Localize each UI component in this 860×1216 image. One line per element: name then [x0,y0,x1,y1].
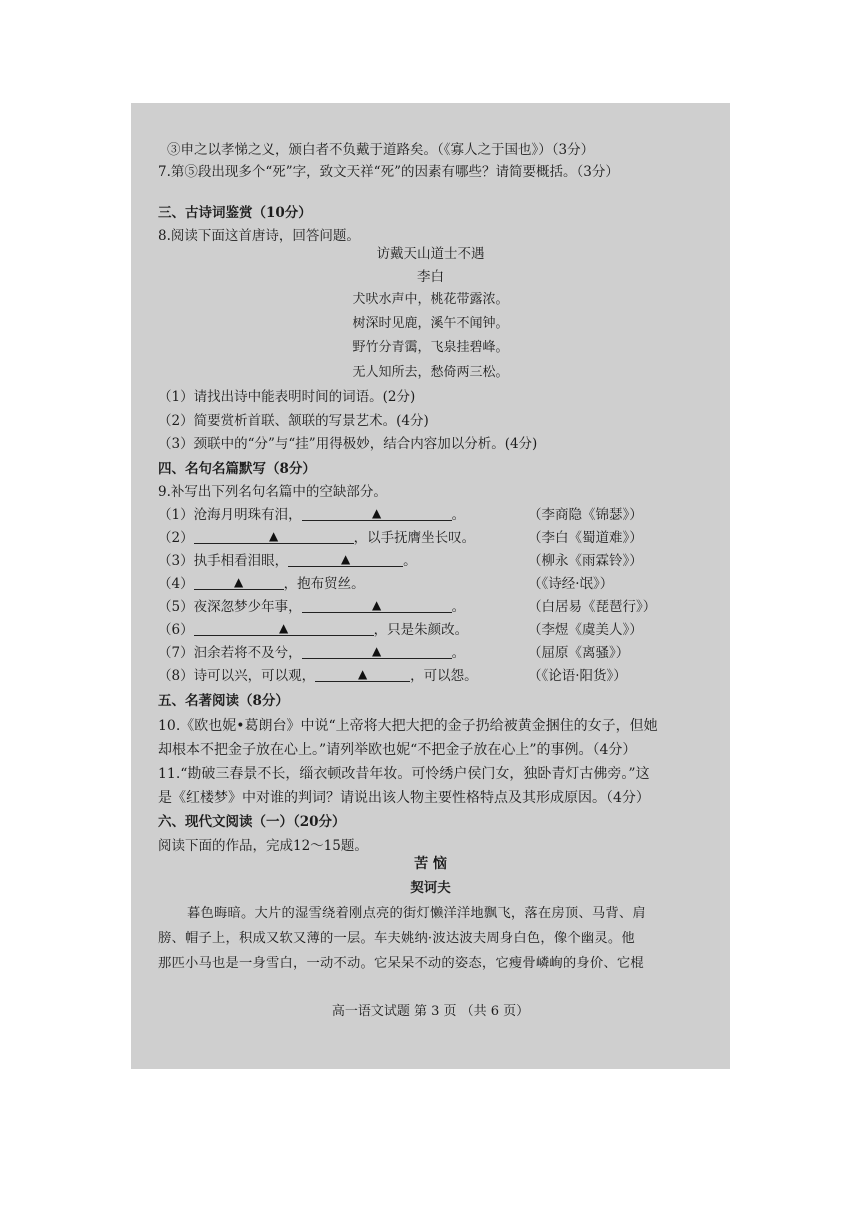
question-8-part-2: （2）简要赏析首联、颔联的写景艺术。(4分) [158,413,429,429]
poem-line: 犬吠水声中，桃花带露浓。 [352,292,509,307]
section-5-title: 五、名著阅读（8分） [158,693,289,709]
question-9-stem: 9.补写出下列名句名篇中的空缺部分。 [158,484,387,500]
exam-page [131,103,730,1069]
item-prefix: 诗可以兴，可以观， [193,668,316,684]
section-6-title: 六、现代文阅读（一）（20分） [158,814,346,830]
poem-line: 树深时见鹿，溪午不闻钟。 [352,316,509,331]
item-suffix: 。 [451,507,466,523]
fill-blank-item [158,529,475,547]
item-suffix: ，只是朱颜改。 [373,622,469,638]
triangle-marker-icon: ▲ [278,621,289,635]
question-11-line-1: 11.“勘破三春景不长，缁衣顿改昔年妆。可怜绣户侯门女，独卧青灯古佛旁。”这 [158,766,650,782]
fill-blank-item [158,621,468,639]
story-title: 苦 恼 [414,856,447,872]
item-prefix: 沧海月明珠有泪， [193,507,302,523]
fill-blank-item [158,575,365,593]
poem-line: 野竹分青霭，飞泉挂碧峰。 [352,340,509,355]
page-footer: 高一语文试题 第 3 页 （共 6 页） [331,1004,530,1019]
triangle-marker-icon: ▲ [268,529,279,543]
fill-blank-item [158,644,465,662]
item-suffix: 。 [451,599,466,615]
triangle-marker-icon: ▲ [371,506,382,520]
item-suffix: ，可以怨。 [410,668,478,684]
triangle-marker-icon: ▲ [371,598,382,612]
question-6-item-3: ③申之以孝悌之义，颁白者不负戴于道路矣。（《寡人之于国也》）（3分） [167,142,595,158]
story-paragraph-line: 暮色晦暗。大片的湿雪绕着刚点亮的街灯懒洋洋地飘飞，落在房顶、马背、肩 [187,906,646,921]
triangle-marker-icon: ▲ [357,667,368,681]
answer-blank [194,575,284,590]
item-source: （李白《蜀道难》） [528,530,643,546]
answer-blank [194,621,374,636]
item-source: （《论语·阳货》） [528,668,627,684]
question-8-stem: 8.阅读下面这首唐诗，回答问题。 [158,228,360,244]
fill-blank-item [158,667,478,685]
answer-blank [302,644,452,659]
item-number: （6） [158,622,194,638]
fill-blank-item [158,506,465,524]
fill-blank-item [158,598,465,616]
item-number: （7） [158,645,194,661]
item-number: （5） [158,599,194,615]
item-prefix: 汩余若将不及兮， [193,645,302,661]
item-number: （3） [158,553,194,569]
story-paragraph-line: 膀、帽子上，积成又软又薄的一层。车夫姚纳·波达波夫周身白色，像个幽灵。他 [158,931,635,946]
story-paragraph-line: 那匹小马也是一身雪白，一动不动。它呆呆不动的姿态，它瘦骨嶙峋的身价、它棍 [158,956,644,971]
triangle-marker-icon: ▲ [340,552,351,566]
question-11-line-2: 是《红楼梦》中对谁的判词？请说出该人物主要性格特点及其形成原因。（4分） [158,790,650,806]
item-source: （白居易《琵琶行》） [528,599,657,615]
section-3-title: 三、古诗词鉴赏（10分） [158,205,312,221]
answer-blank [302,506,452,521]
question-8-part-1: （1）请找出诗中能表明时间的词语。(2分) [158,389,416,405]
section-4-title: 四、名句名篇默写（8分） [158,461,316,477]
item-number: （4） [158,576,194,592]
fill-blank-item [158,552,417,570]
triangle-marker-icon: ▲ [371,644,382,658]
item-source: （《诗经·氓》） [528,576,614,592]
item-number: （2） [158,530,194,546]
item-number: （1） [158,507,194,523]
item-prefix: 夜深忽梦少年事， [193,599,302,615]
answer-blank [194,529,354,544]
triangle-marker-icon: ▲ [233,575,244,589]
item-suffix: 。 [403,553,417,569]
item-source: （屈原《离骚》） [528,645,630,661]
item-source: （李煜《虞美人》） [528,622,643,638]
reading-instruction: 阅读下面的作品，完成12～15题。 [158,838,368,854]
poem-author: 李白 [417,269,444,285]
answer-blank [302,598,452,613]
poem-title: 访戴天山道士不遇 [376,246,485,262]
poem-line: 无人知所去，愁倚两三松。 [352,365,509,380]
question-10-line-2: 却根本不把金子放在心上。”请列举欧也妮“不把金子放在心上”的事例。（4分） [158,742,637,758]
item-suffix: ，抱布贸丝。 [283,576,365,592]
item-prefix: 执手相看泪眼， [193,553,289,569]
item-number: （8） [158,668,194,684]
question-10-line-1: 10.《欧也妮•葛朗台》中说“上帝将大把大把的金子扔给被黄金捆住的女子，但她 [158,718,658,734]
item-suffix: 。 [451,645,466,661]
story-author: 契诃夫 [410,880,451,896]
item-suffix: ，以手抚膺坐长叹。 [353,530,476,546]
answer-blank [315,667,410,682]
item-source: （李商隐《锦瑟》） [528,507,643,523]
question-8-part-3: （3）颈联中的“分”与“挂”用得极妙，结合内容加以分析。(4分) [158,436,538,452]
item-source: （柳永《雨霖铃》） [528,553,643,569]
answer-blank [288,552,403,567]
question-7: 7.第⑤段出现多个“死”字，致文天祥“死”的因素有哪些？请简要概括。（3分） [158,164,619,180]
